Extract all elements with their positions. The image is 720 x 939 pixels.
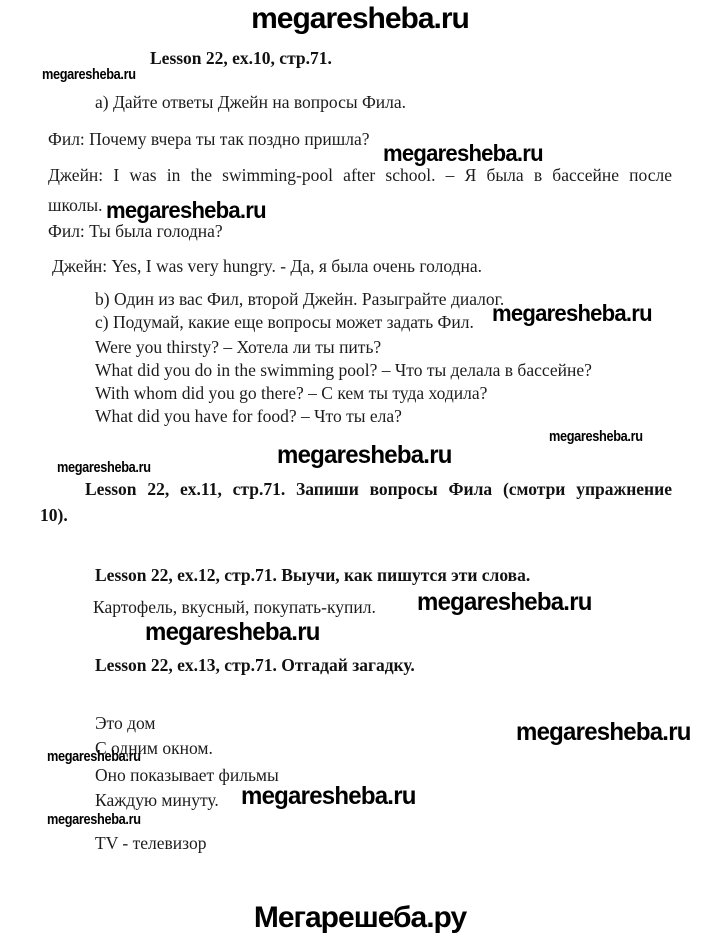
watermark-text: megaresheba.ru [145, 618, 320, 646]
dialog-phil-q1: Фил: Почему вчера ты так поздно пришла? [48, 129, 370, 149]
ex13-heading: Lesson 22, ex.13, стр.71. Отгадай загадку. [95, 655, 415, 675]
ex13-riddle-line: Оно показывает фильмы [95, 765, 279, 785]
watermark-text: megaresheba.ru [549, 429, 643, 445]
dialog-jane-a1-line1: Джейн: I was in the swimming-pool after school. – Я была в бассейне после [48, 165, 672, 185]
ex12-heading: Lesson 22, ex.12, стр.71. Выучи, как пишутся эти слова. [95, 565, 531, 585]
watermark-text: megaresheba.ru [277, 441, 452, 469]
ex10-question: With whom did you go there? – С кем ты туда ходила? [95, 383, 488, 403]
ex12-words: Картофель, вкусный, покупать-купил. [93, 597, 376, 617]
ex10-task-c: c) Подумай, какие еще вопросы может задать Фил. [95, 312, 474, 332]
watermark-text: megaresheba.ru [241, 782, 416, 810]
watermark-text: megaresheba.ru [47, 812, 141, 828]
ex11-heading-line1: Lesson 22, ex.11, стр.71. Запиши вопросы Фила (смотри упражнение [85, 479, 672, 499]
watermark-text: megaresheba.ru [106, 197, 266, 223]
ex13-riddle-line: Каждую минуту. [95, 790, 219, 810]
dialog-phil-q2: Фил: Ты была голодна? [48, 221, 223, 241]
watermark-text: megaresheba.ru [492, 300, 652, 326]
ex13-riddle-line: С одним окном. [95, 738, 213, 758]
site-title-footer: Мегарешеба.ру [253, 901, 467, 934]
watermark-text: megaresheba.ru [516, 718, 691, 746]
watermark-text: megaresheba.ru [42, 67, 136, 83]
watermark-text: megaresheba.ru [47, 749, 141, 765]
ex10-question: Were you thirsty? – Хотела ли ты пить? [95, 337, 382, 357]
dialog-jane-a1-line2: школы. [48, 195, 103, 215]
watermark-text: megaresheba.ru [57, 460, 151, 476]
ex13-answer: TV - телевизор [95, 833, 207, 853]
ex10-question: What did you do in the swimming pool? – Что ты делала в бассейне? [95, 360, 592, 380]
ex10-task-a: a) Дайте ответы Джейн на вопросы Фила. [95, 92, 407, 112]
ex11-heading-line2: 10). [40, 505, 68, 525]
ex10-heading: Lesson 22, ex.10, стр.71. [150, 48, 332, 68]
ex10-question: What did you have for food? – Что ты ела? [95, 406, 402, 426]
dialog-jane-a2: Джейн: Yes, I was very hungry. - Да, я была очень голодна. [52, 256, 483, 276]
ex10-task-b: b) Один из вас Фил, второй Джейн. Разыграйте диалог. [95, 289, 505, 309]
site-title-header: megaresheba.ru [251, 2, 469, 35]
ex13-riddle-line: Это дом [95, 713, 156, 733]
watermark-text: megaresheba.ru [417, 588, 592, 616]
watermark-text: megaresheba.ru [383, 140, 543, 166]
